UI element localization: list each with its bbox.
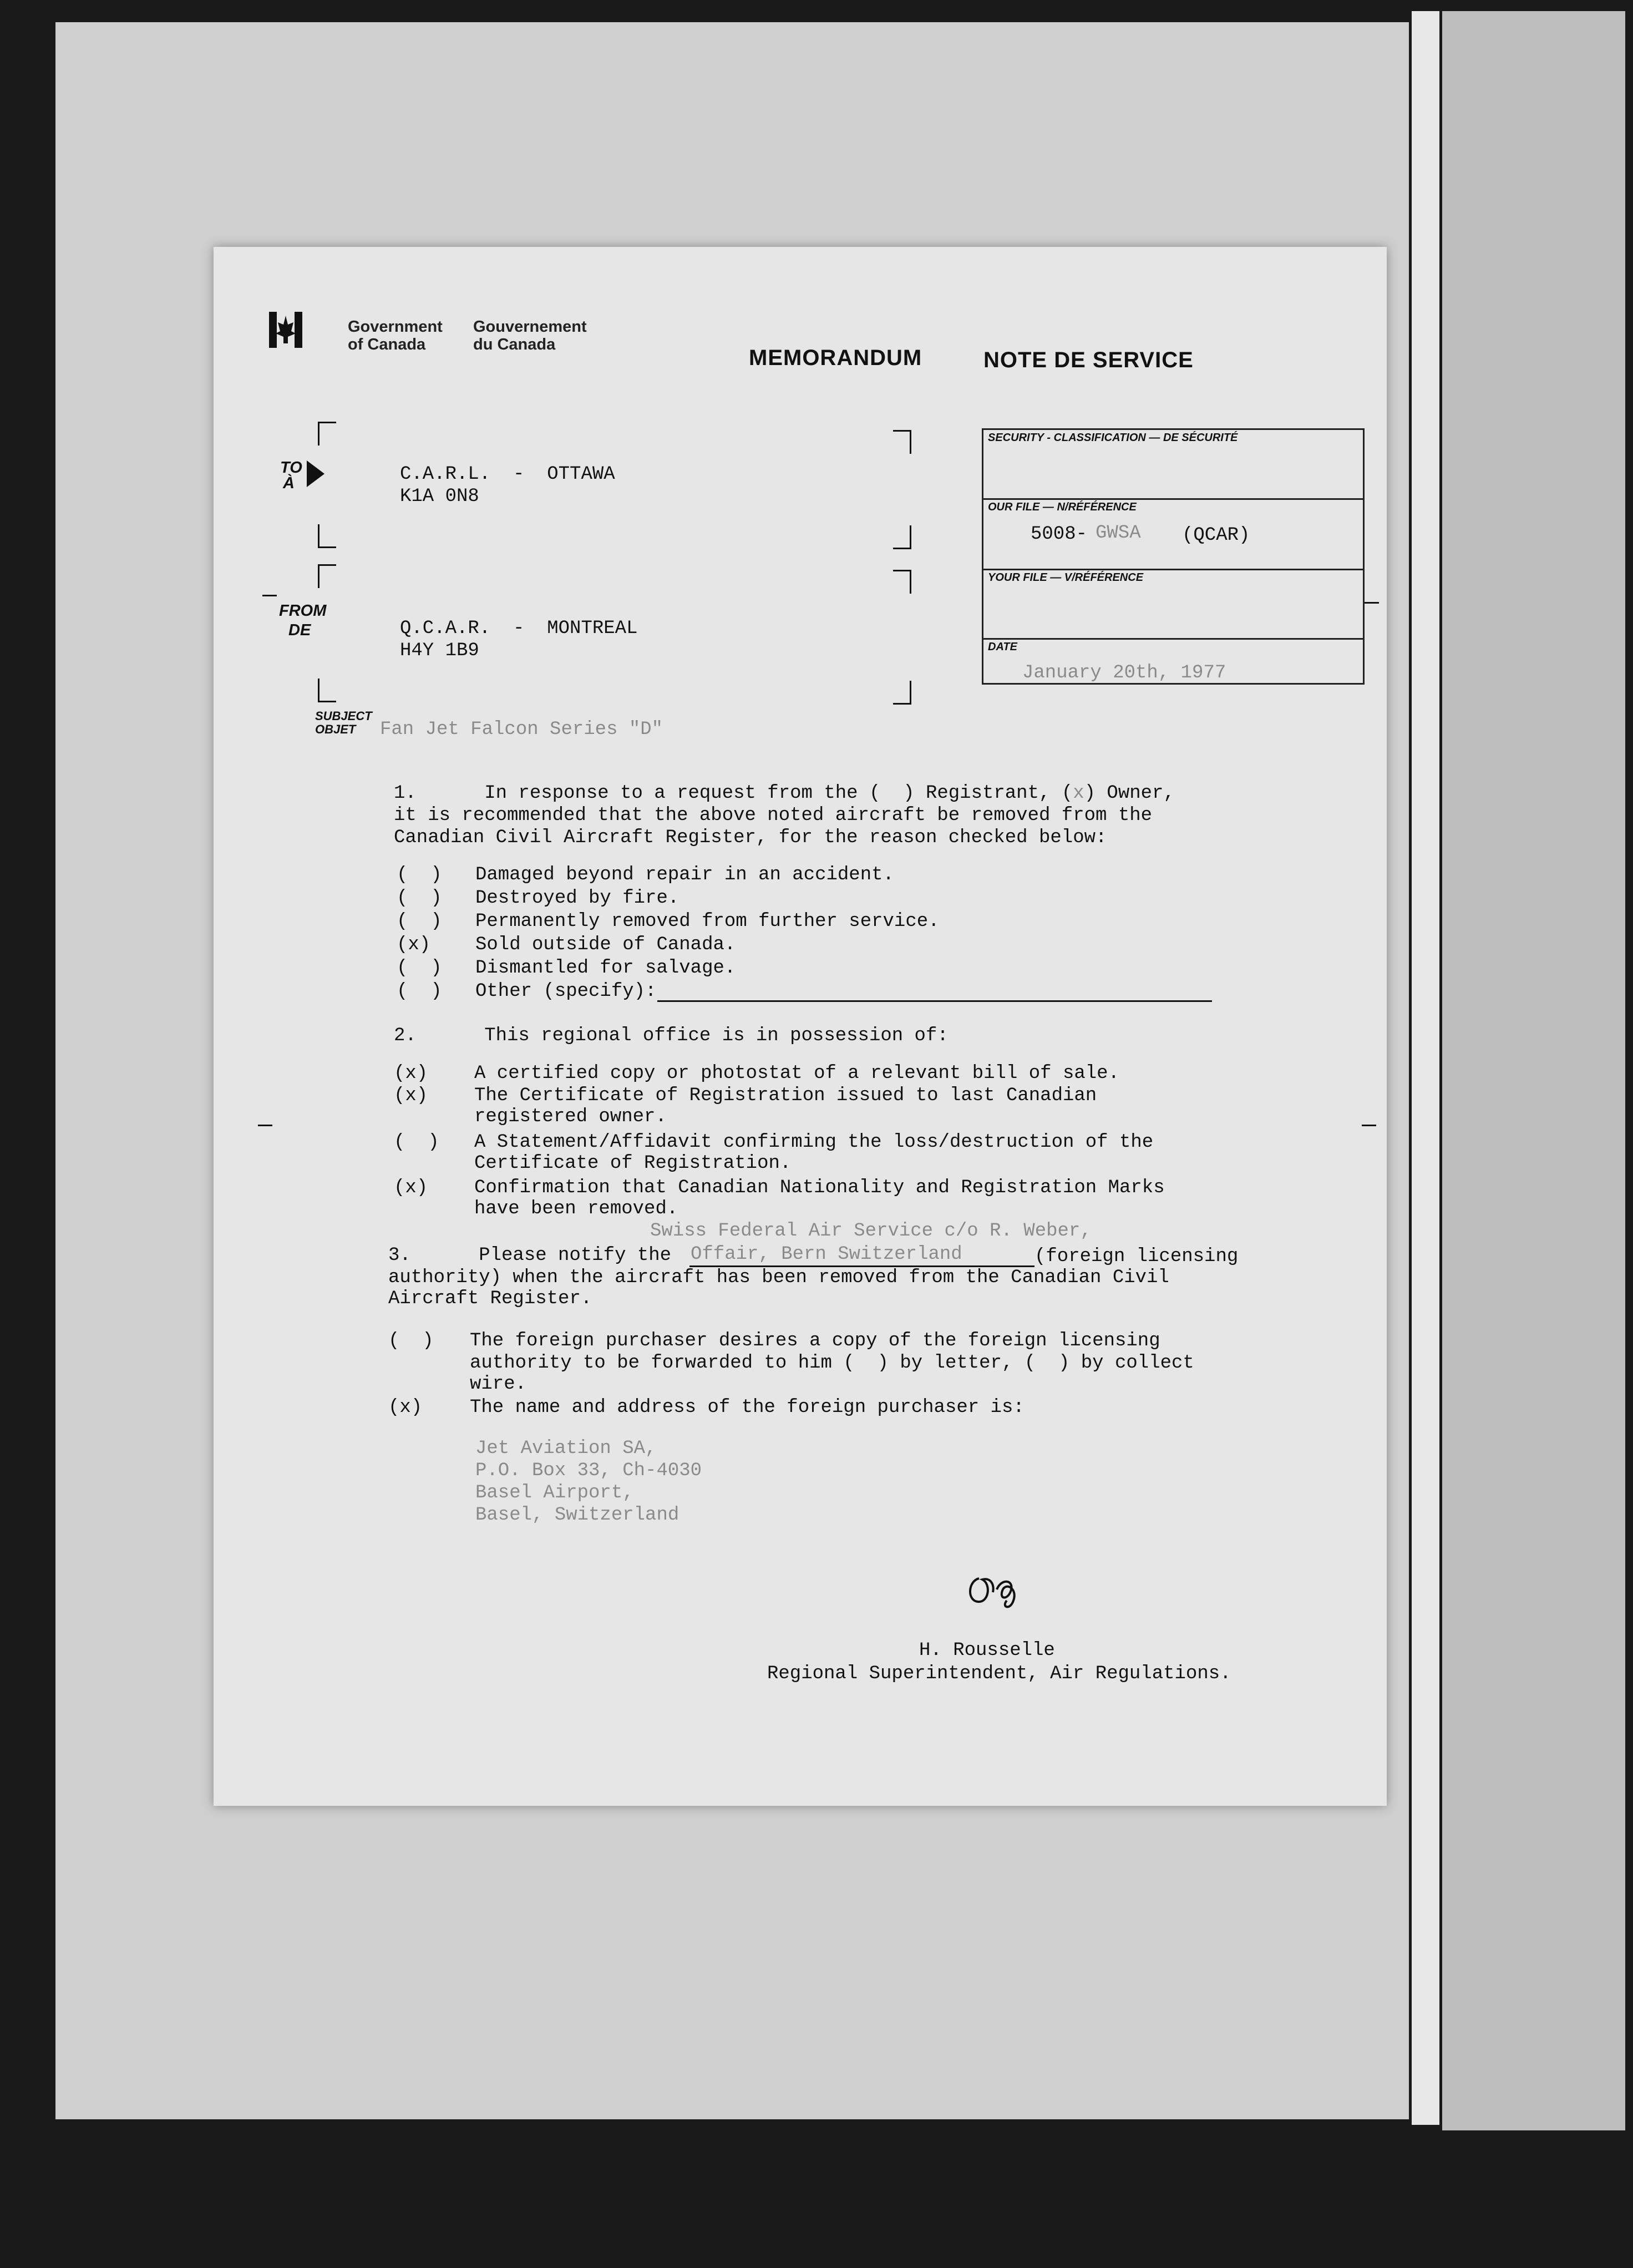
our-file-prefix: 5008- <box>1031 524 1088 545</box>
copy-line1: The foreign purchaser desires a copy of the foreign licensing <box>470 1330 1160 1351</box>
possession-box-2: (x) <box>394 1085 428 1106</box>
possession-text-3b: Certificate of Registration. <box>474 1153 792 1174</box>
reason-text-4: Sold outside of Canada. <box>475 934 736 955</box>
gov-fr-line1: Gouvernement <box>473 318 587 336</box>
gov-fr-line2: du Canada <box>473 336 556 353</box>
section1-line2: it is recommended that the above noted aircraft be removed from the <box>394 805 1153 826</box>
reason-text-2: Destroyed by fire. <box>475 888 679 909</box>
section1-line3: Canadian Civil Aircraft Register, for the reason checked below: <box>394 827 1107 848</box>
other-specify-line <box>657 1000 1212 1002</box>
reason-text-5: Dismantled for salvage. <box>475 958 736 979</box>
possession-box-3: ( ) <box>394 1132 439 1153</box>
reason-text-1: Damaged beyond repair in an accident. <box>475 864 894 885</box>
possession-text-3a: A Statement/Affidavit confirming the loss/destruction of the <box>474 1132 1154 1153</box>
reason-box-1: ( ) <box>397 864 442 885</box>
copy-box: ( ) <box>388 1330 434 1351</box>
reason-box-5: ( ) <box>397 958 442 979</box>
our-file-suffix: (QCAR) <box>1182 525 1250 546</box>
possession-text-2b: registered owner. <box>474 1106 667 1127</box>
section3-line1-start: 3. Please notify the <box>388 1245 672 1266</box>
from-bracket-bl <box>318 679 336 702</box>
date-label: DATE <box>988 641 1017 653</box>
margin-tick-right-mid <box>1362 1125 1376 1126</box>
possession-text-2a: The Certificate of Registration issued to last Canadian <box>474 1085 1097 1106</box>
subject-value: Fan Jet Falcon Series "D" <box>380 719 663 740</box>
to-bracket-bl <box>318 524 336 548</box>
owner-check-mark: x <box>1073 783 1084 804</box>
section1-line1 <box>394 782 1175 804</box>
note-de-service-heading: NOTE DE SERVICE <box>983 348 1194 372</box>
reason-text-6: Other (specify): <box>475 981 657 1002</box>
margin-tick-right <box>1365 602 1379 604</box>
date-value: January 20th, 1977 <box>1022 662 1226 684</box>
signer-name: H. Rousselle <box>919 1640 1055 1661</box>
purchaser-address-2: P.O. Box 33, Ch-4030 <box>475 1460 702 1481</box>
canada-flag-icon <box>269 309 302 351</box>
from-bracket-tr <box>893 570 911 594</box>
from-line1: Q.C.A.R. - MONTREAL <box>400 618 638 639</box>
reason-box-6: ( ) <box>397 981 442 1002</box>
copy-line3: wire. <box>470 1374 527 1395</box>
possession-box-4: (x) <box>394 1177 428 1198</box>
signature-initials <box>962 1567 1029 1617</box>
possession-text-4a: Confirmation that Canadian Nationality and Registration Marks <box>474 1177 1165 1198</box>
subject-label: SUBJECT <box>315 709 372 723</box>
reason-text-3: Permanently removed from further service. <box>475 911 940 932</box>
to-line2: K1A 0N8 <box>400 486 479 507</box>
purchaser-box: (x) <box>388 1397 423 1418</box>
card-edge <box>1412 11 1439 2125</box>
to-line1: C.A.R.L. - OTTAWA <box>400 464 615 485</box>
section3-line2: authority) when the aircraft has been removed from the Canadian Civil <box>388 1267 1169 1288</box>
possession-text-1: A certified copy or photostat of a relevant bill of sale. <box>474 1063 1119 1084</box>
to-bracket-tl <box>318 422 336 446</box>
purchaser-address-1: Jet Aviation SA, <box>475 1438 657 1459</box>
to-bracket-tr <box>893 430 911 454</box>
date-row <box>983 638 1363 684</box>
margin-tick <box>262 595 277 596</box>
your-file-row <box>983 569 1363 584</box>
reason-box-2: ( ) <box>397 888 442 909</box>
section3-line3: Aircraft Register. <box>388 1288 592 1309</box>
from-label: FROM <box>279 602 327 620</box>
to-label-fr: À <box>283 474 295 492</box>
reason-box-3: ( ) <box>397 911 442 932</box>
possession-text-4b: have been removed. <box>474 1198 678 1219</box>
file-info-box <box>982 428 1365 685</box>
authority-location: Offair, Bern Switzerland <box>691 1244 962 1265</box>
your-file-label: YOUR FILE — V/RÉFÉRENCE <box>988 571 1144 584</box>
copy-line2: authority to be forwarded to him ( ) by letter, ( ) by collect <box>470 1353 1194 1374</box>
from-bracket-tl <box>318 564 336 588</box>
signer-title: Regional Superintendent, Air Regulations. <box>767 1663 1231 1684</box>
from-line2: H4Y 1B9 <box>400 640 479 661</box>
purchaser-address-4: Basel, Switzerland <box>475 1505 679 1526</box>
section1-line1-end: ) Owner, <box>1084 783 1175 804</box>
section3-line1-end: (foreign licensing <box>1034 1246 1239 1267</box>
from-bracket-br <box>893 681 911 705</box>
purchaser-line: The name and address of the foreign purchaser is: <box>470 1397 1025 1418</box>
subject-label-fr: OBJET <box>315 722 356 736</box>
gov-en-line1: Government <box>348 318 443 336</box>
section2-intro: 2. This regional office is in possession of: <box>394 1025 949 1046</box>
gov-en-line2: of Canada <box>348 336 426 353</box>
margin-tick-left-mid <box>258 1125 272 1126</box>
memorandum-page <box>214 247 1387 1806</box>
our-file-row <box>983 498 1363 546</box>
to-bracket-br <box>893 525 911 549</box>
to-label: TO <box>280 459 302 477</box>
our-file-code: GWSA <box>1096 523 1141 544</box>
memorandum-heading: MEMORANDUM <box>749 346 922 370</box>
our-file-label: OUR FILE — N/RÉFÉRENCE <box>988 501 1137 513</box>
from-label-fr: DE <box>288 621 311 639</box>
possession-box-1: (x) <box>394 1063 428 1084</box>
film-border <box>1442 11 1625 2130</box>
section1-line1-text: 1. In response to a request from the ( ) Registrant, ( <box>394 783 1073 804</box>
reason-box-4: (x) <box>397 934 431 955</box>
authority-name: Swiss Federal Air Service c/o R. Weber, <box>650 1221 1092 1242</box>
security-label: SECURITY - CLASSIFICATION — DE SÉCURITÉ <box>988 432 1238 444</box>
arrow-right-icon <box>307 460 324 487</box>
purchaser-address-3: Basel Airport, <box>475 1482 634 1503</box>
